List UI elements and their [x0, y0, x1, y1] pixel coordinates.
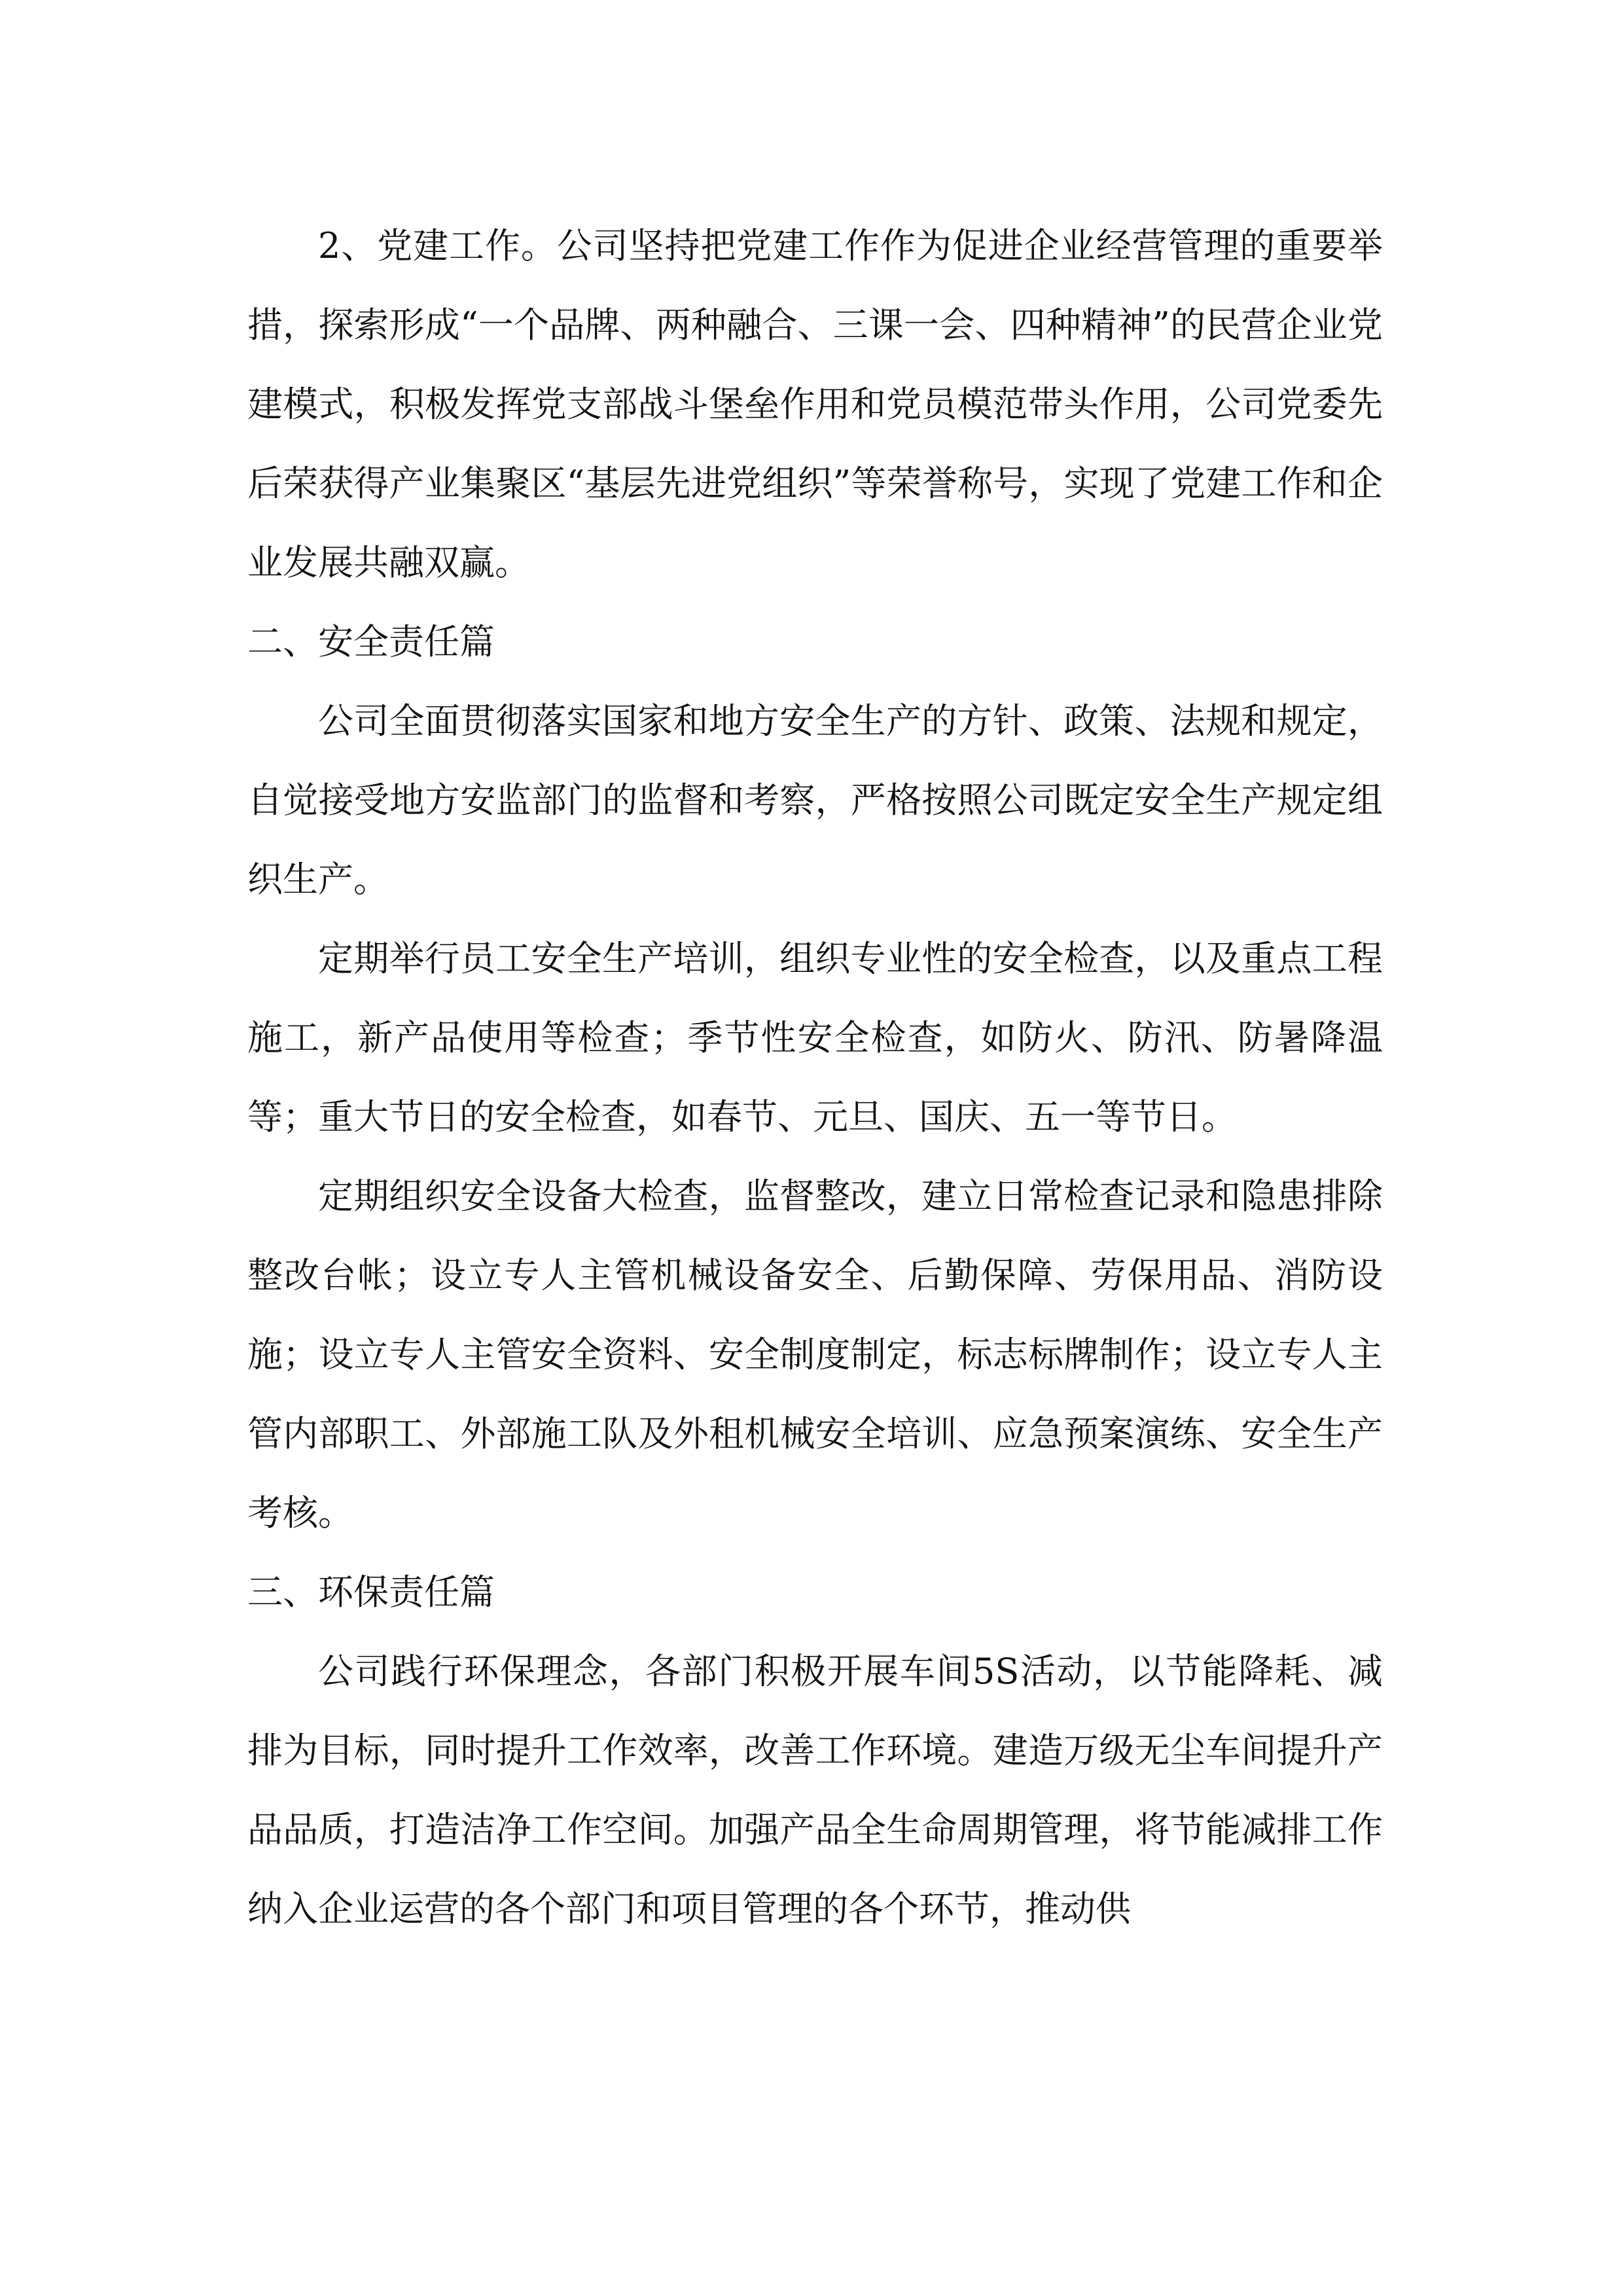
paragraph-safety-policy: 公司全面贯彻落实国家和地方安全生产的方针、政策、法规和规定，自觉接受地方安监部门的监督和考察，严格按照公司既定安全生产规定组织生产。 — [247, 700, 1383, 900]
paragraph-environment: 公司践行环保理念，各部门积极开展车间5S活动，以节能降耗、减排为目标，同时提升工作效率，改善工作环境。建造万级无尘车间提升产品品质，打造洁净工作空间。加强产品全生命周期管理，将节能减排工作纳入企业运营的各个部门和项目管理的各个环节，推动供 — [247, 1651, 1383, 1929]
paragraph-party-building: 2、党建工作。公司坚持把党建工作作为促进企业经营管理的重要举措，探索形成“一个品牌、两种融合、三课一会、四种精神”的民营企业党建模式，积极发挥党支部战斗堡垒作用和党员模范带头作用，公司党委先后荣获得产业集聚区“基层先进党组织”等荣誉称号，实现了党建工作和企业发展共融双赢。 — [247, 225, 1383, 583]
section-heading-safety: 二、安全责任篇 — [247, 621, 495, 662]
document-body — [247, 206, 1383, 1948]
section-heading-environment: 三、环保责任篇 — [247, 1571, 495, 1613]
paragraph-safety-training: 定期举行员工安全生产培训，组织专业性的安全检查，以及重点工程施工，新产品使用等检查；季节性安全检查，如防火、防汛、防暑降温等；重大节日的安全检查，如春节、元旦、国庆、五一等节日。 — [247, 938, 1383, 1138]
paragraph-safety-inspection: 定期组织安全设备大检查，监督整改，建立日常检查记录和隐患排除整改台帐；设立专人主管机械设备安全、后勤保障、劳保用品、消防设施；设立专人主管安全资料、安全制度制定，标志标牌制作；设立专人主管内部职工、外部施工队及外租机械安全培训、应急预案演练、安全生产考核。 — [247, 1175, 1383, 1534]
